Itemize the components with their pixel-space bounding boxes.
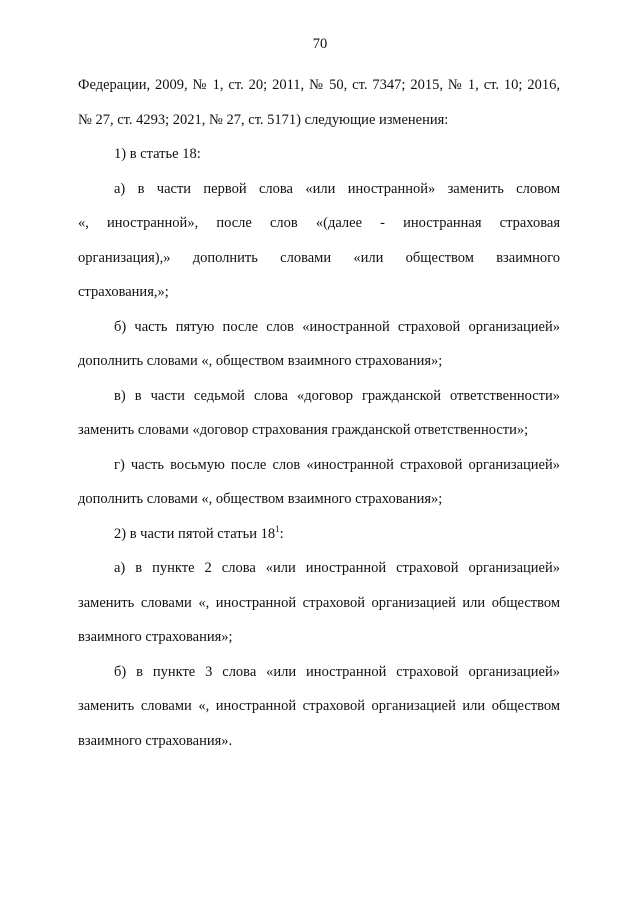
- superscript: 1: [275, 523, 280, 534]
- paragraph-line: Федерации, 2009, № 1, ст. 20; 2011, № 50, ст. 7347; 2015, № 1, ст. 10; 2016,: [78, 77, 560, 93]
- paragraph-line: б) в пункте 3 слова «или иностранной страховой организацией»: [114, 663, 560, 680]
- paragraph-line: дополнить словами «, обществом взаимного страхования»;: [78, 353, 443, 369]
- page-number: 70: [312, 36, 328, 52]
- item-colon: :: [279, 525, 284, 542]
- paragraph-line: заменить словами «договор страхования гражданской ответственности»;: [78, 422, 529, 438]
- list-item-2: [78, 517, 560, 552]
- paragraph-line: «, иностранной», после слов «(далее - иностранная страховая: [78, 215, 560, 231]
- document-body: [78, 68, 560, 758]
- paragraph-line: страхования,»;: [78, 284, 169, 300]
- paragraph-line: а) в пункте 2 слова «или иностранной страховой организацией»: [114, 560, 560, 576]
- paragraph-line: б) часть пятую после слов «иностранной страховой организацией»: [114, 318, 560, 335]
- paragraph-line: заменить словами «, иностранной страховой организацией или обществом: [78, 698, 560, 714]
- paragraph-line: дополнить словами «, обществом взаимного страхования»;: [78, 491, 443, 507]
- paragraph-line: а) в части первой слова «или иностранной» заменить словом: [114, 180, 560, 197]
- list-item-1: 1) в статье 18:: [114, 146, 201, 162]
- paragraph-line: организация),» дополнить словами «или обществом взаимного: [78, 249, 560, 266]
- item-text: 2) в части пятой статьи 18: [114, 525, 276, 542]
- paragraph-line: взаимного страхования»;: [78, 629, 233, 645]
- paragraph-line: № 27, ст. 4293; 2021, № 27, ст. 5171) следующие изменения:: [78, 111, 449, 128]
- paragraph-line: в) в части седьмой слова «договор гражданской ответственности»: [114, 387, 560, 404]
- paragraph-line: взаимного страхования».: [78, 732, 233, 749]
- paragraph-line: г) часть восьмую после слов «иностранной страховой организацией»: [114, 456, 560, 473]
- paragraph-line: заменить словами «, иностранной страховой организацией или обществом: [78, 594, 560, 611]
